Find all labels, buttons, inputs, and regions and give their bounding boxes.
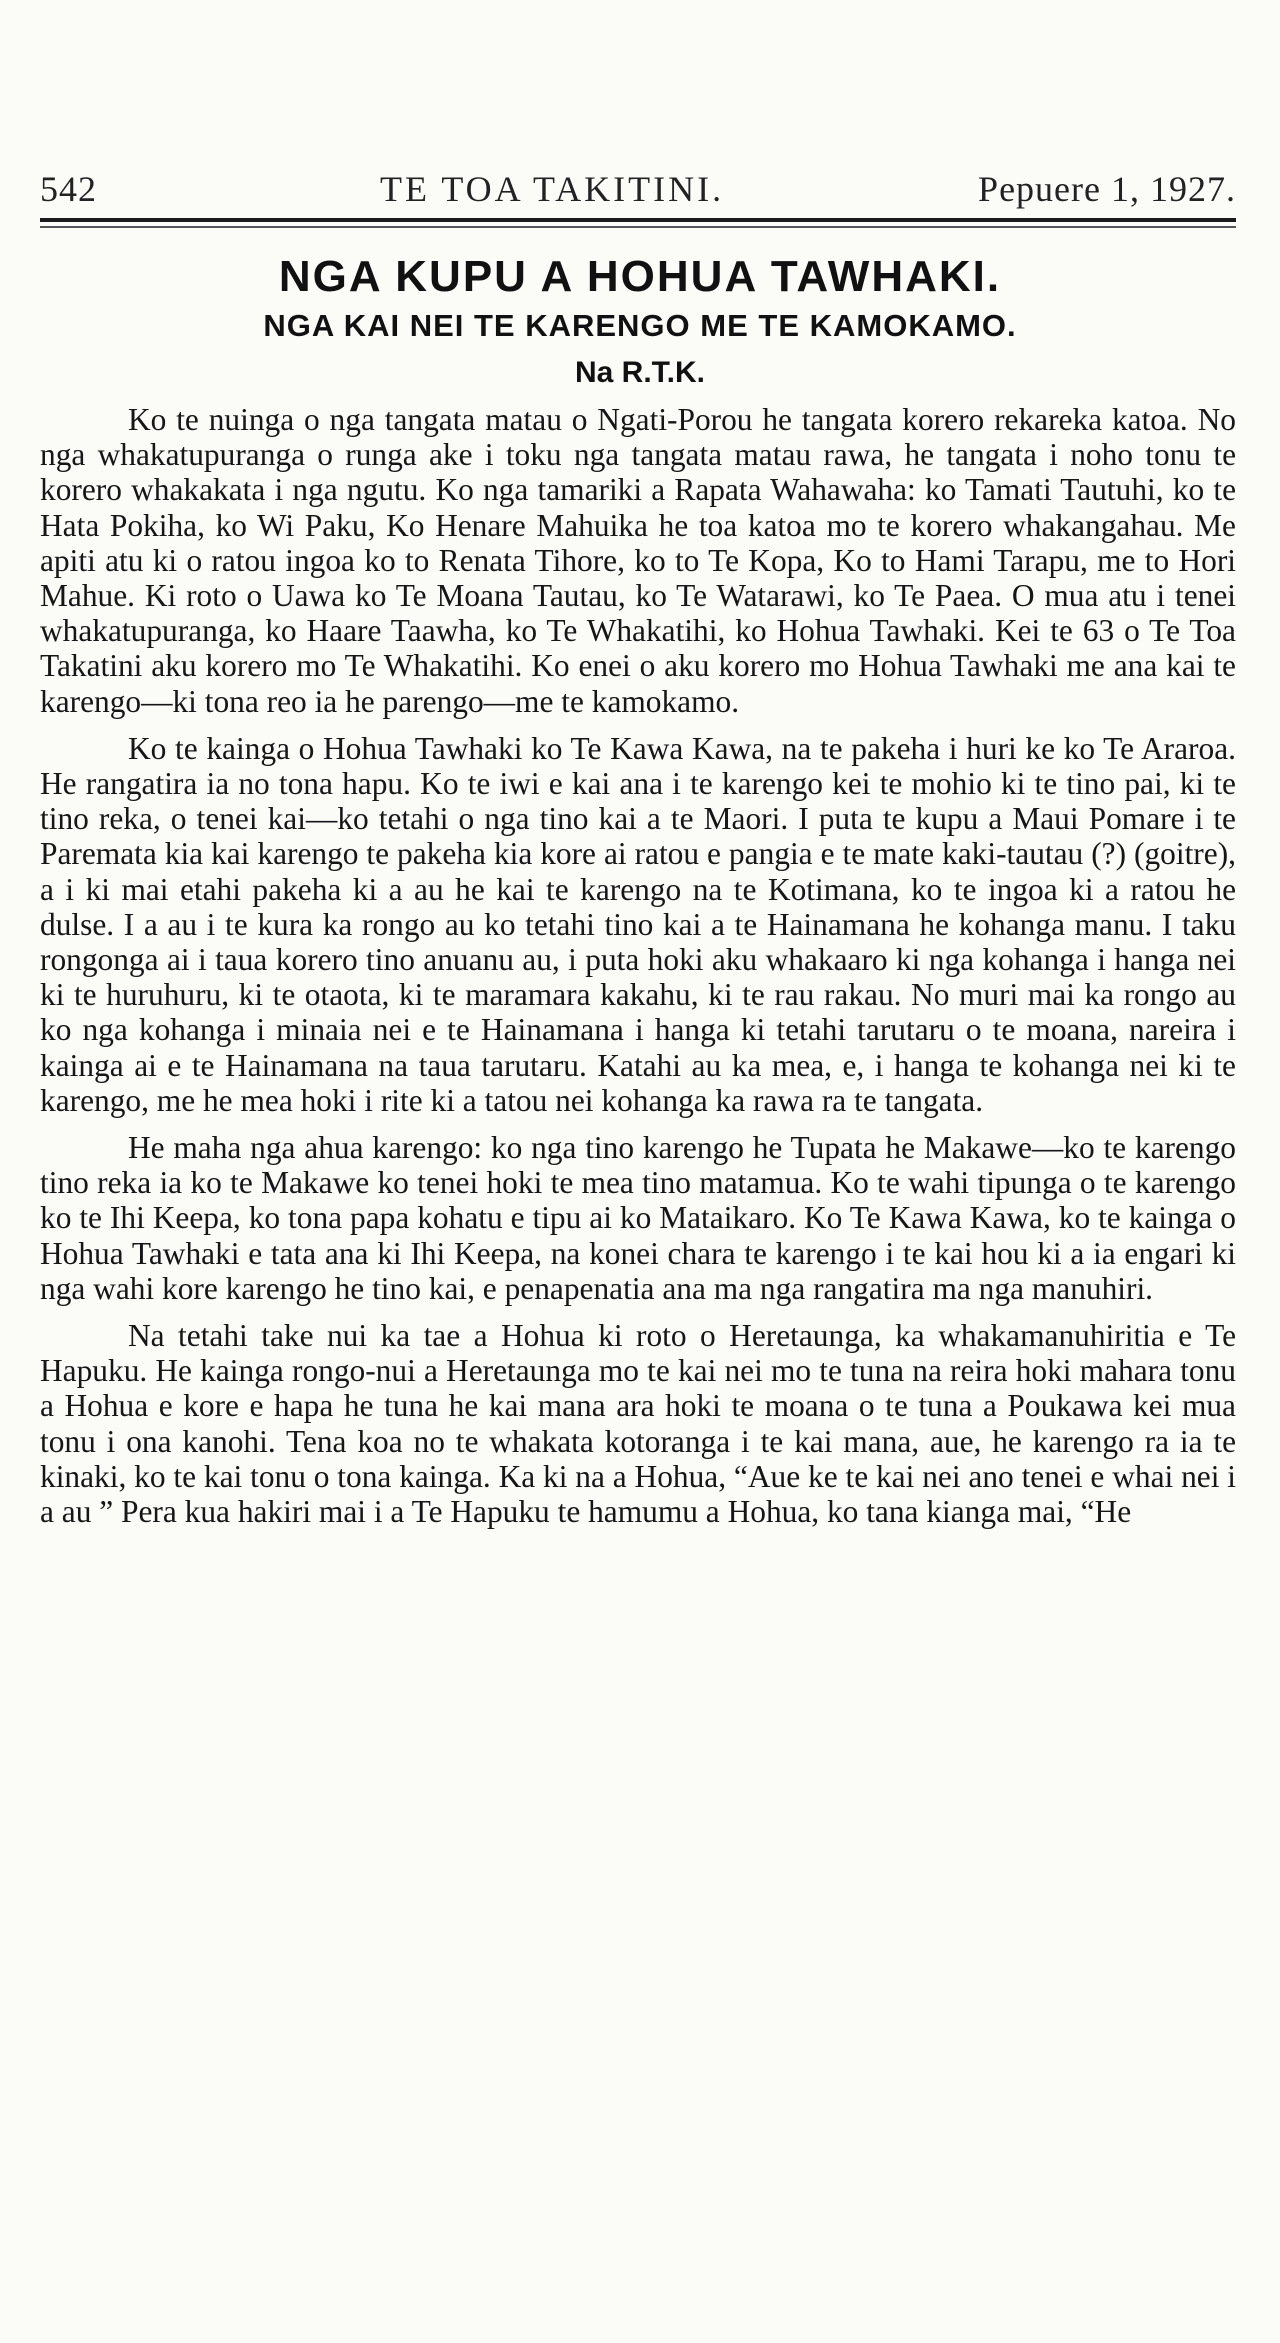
header-rule-thick (40, 218, 1236, 222)
paragraph: Ko te kainga o Hohua Tawhaki ko Te Kawa Kawa, na te pakeha i huri ke ko Te Araroa. He rangatira ia no tona hapu. Ko te iwi e kai ana i te karengo kei te mohio ki te tino pai, ki te tino reka, o tenei kai—ko tetahi o nga tino kai a te Maori. I puta te kupu a Maui Pomare i te Paremata kia kai karengo te pakeha kia kore ai ratou e pangia e te mate kaki-tautau (?) (goitre), a i ki mai etahi pakeha ki a au he kai te karengo na te Kotimana, ko te ingoa ki a ratou he dulse. I a au i te kura ka rongo au ko tetahi tino kai a te Hainamana he kohanga manu. I taku rongonga ai i taua korero tino anuanu au, i puta hoki aku whakaaro ki nga kohanga i hanga nei ki te huruhuru, ki te otaota, ki te maramara kakahu, ki te rau rakau. No muri mai ka rongo au ko nga kohanga i minaia nei e te Hainamana i hanga ki tetahi tarutaru o te moana, nareira i kainga ai e te Hainamana na taua tarutaru. Katahi au ka mea, e, i hanga te kohanga nei ki te karengo, me he mea hoki i rite ki a tatou nei kohanga ka rawa ra te tangata. (40, 730, 1236, 1118)
header-rule-thin (40, 226, 1236, 228)
issue-date: Pepuere 1, 1927. (978, 169, 1236, 209)
journal-title: TE TOA TAKITINI. (380, 169, 725, 209)
paragraph: He maha nga ahua karengo: ko nga tino karengo he Tupata he Makawe—ko te karengo tino reka ia ko te Makawe ko tenei hoki te mea tino matamua. Ko te wahi tipunga o te karengo ko te Ihi Keepa, ko tona papa kohatu e tipu ai ko Mataikaro. Ko Te Kawa Kawa, ko te kainga o Hohua Tawhaki e tata ana ki Ihi Keepa, na konei chara te karengo i te kai hou ki a ia engari ki nga wahi kore karengo he tino kai, e penapenatia ana ma nga rangatira ma nga manuhiri. (40, 1130, 1236, 1306)
article-byline: Na R.T.K. (574, 356, 706, 389)
page-number: 542 (40, 169, 97, 209)
article-subtitle: NGA KAI NEI TE KARENGO ME TE KAMOKAMO. (263, 308, 1017, 343)
paragraph: Na tetahi take nui ka tae a Hohua ki roto o Heretaunga, ka whakamanuhiritia e Te Hapuku. He kainga rongo-nui a Heretaunga mo te kai nei mo te tuna na reira hoki mahara tonu a Hohua e kore e hapa he tuna he kai mana ara hoki te moana o te tuna a Poukawa kei mua tonu i ona kanohi. Tena koa no te whakata kotoranga i te kai mana, aue, he karengo ra ia te kinaki, ko te kai tonu o tona kainga. Ka ki na a Hohua, “Aue ke te kai nei ano tenei e whai nei i a au ” Pera kua hakiri mai i a Te Hapuku te hamumu a Hohua, ko tana kianga mai, “He (40, 1318, 1236, 1530)
article-title: NGA KUPU A HOHUA TAWHAKI. (278, 252, 1002, 301)
article-body (40, 402, 1236, 1529)
paragraph: Ko te nuinga o nga tangata matau o Ngati-Porou he tangata korero rekareka katoa. No nga whakatupuranga o runga ake i toku nga tangata matau rawa, he tangata i noho tonu te korero whakakata i nga ngutu. Ko nga tamariki a Rapata Wahawaha: ko Tamati Tautuhi, ko te Hata Pokiha, ko Wi Paku, Ko Henare Mahuika he toa katoa mo te korero whakangahau. Me apiti atu ki o ratou ingoa ko to Renata Tihore, ko to Te Kopa, Ko to Hami Tarapu, me to Hori Mahue. Ki roto o Uawa ko Te Moana Tautau, ko Te Watarawi, ko Te Paea. O mua atu i tenei whakatupuranga, ko Haare Taawha, ko Te Whakatihi, ko Hohua Tawhaki. Kei te 63 o Te Toa Takatini aku korero mo Te Whakatihi. Ko enei o aku korero mo Hohua Tawhaki me ana kai te karengo—ki tona reo ia he parengo—me te kamokamo. (40, 402, 1236, 719)
